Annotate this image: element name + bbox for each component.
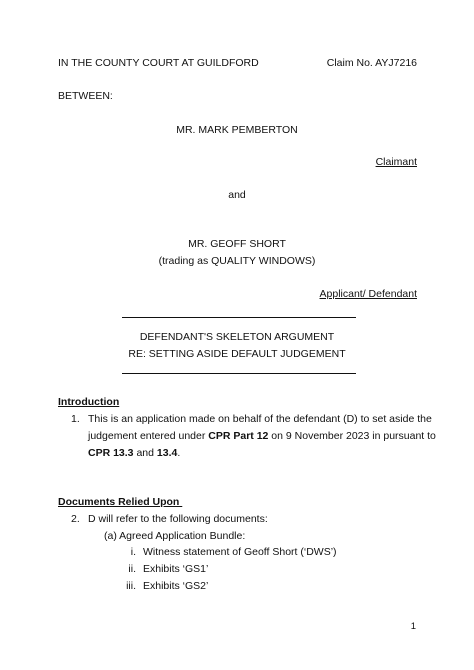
document-subtitle: RE: SETTING ASIDE DEFAULT JUDGEMENT [128,348,346,360]
item-number: i. [130,546,136,558]
defendant-role: Applicant/ Defendant [319,288,417,300]
between-label: BETWEEN: [58,90,113,102]
court-name: IN THE COUNTY COURT AT GUILDFORD [58,57,259,69]
and-label: and [228,189,246,201]
claim-number: Claim No. AYJ7216 [326,57,417,69]
title-bottom-rule [122,373,356,374]
page-number: 1 [410,621,416,632]
defendant-trading-name: (trading as QUALITY WINDOWS) [158,255,316,267]
cpr-13-4: 13.4 [156,447,178,459]
introduction-line-1: This is an application made on behalf of the defendant (D) to set aside the [88,413,432,425]
item-number: iii. [126,580,136,592]
paragraph-number-1: 1. [71,413,80,425]
introduction-heading: Introduction [58,396,120,408]
introduction-line-3: CPR 13.3 and 13.4. [88,447,181,459]
document-item: Exhibits ‘GS1’ [143,563,209,575]
cpr-part-12: CPR Part 12 [208,430,269,442]
title-top-rule [122,317,356,318]
introduction-line-2: judgement entered under CPR Part 12 on 9 November 2023 in pursuant to [88,430,436,442]
document-item: Exhibits ‘GS2’ [143,580,209,592]
document-title: DEFENDANT'S SKELETON ARGUMENT [139,331,335,343]
claimant-name: MR. MARK PEMBERTON [176,124,298,136]
documents-heading: Documents Relied Upon [58,496,183,508]
document-item: Witness statement of Geoff Short (‘DWS’) [143,546,337,558]
cpr-13-3: CPR 13.3 [88,447,134,459]
bundle-label: (a) Agreed Application Bundle: [104,530,246,542]
claimant-role: Claimant [375,156,417,168]
defendant-name: MR. GEOFF SHORT [188,238,286,250]
item-number: ii. [128,563,136,575]
documents-intro: D will refer to the following documents: [88,513,268,525]
paragraph-number-2: 2. [71,513,80,525]
